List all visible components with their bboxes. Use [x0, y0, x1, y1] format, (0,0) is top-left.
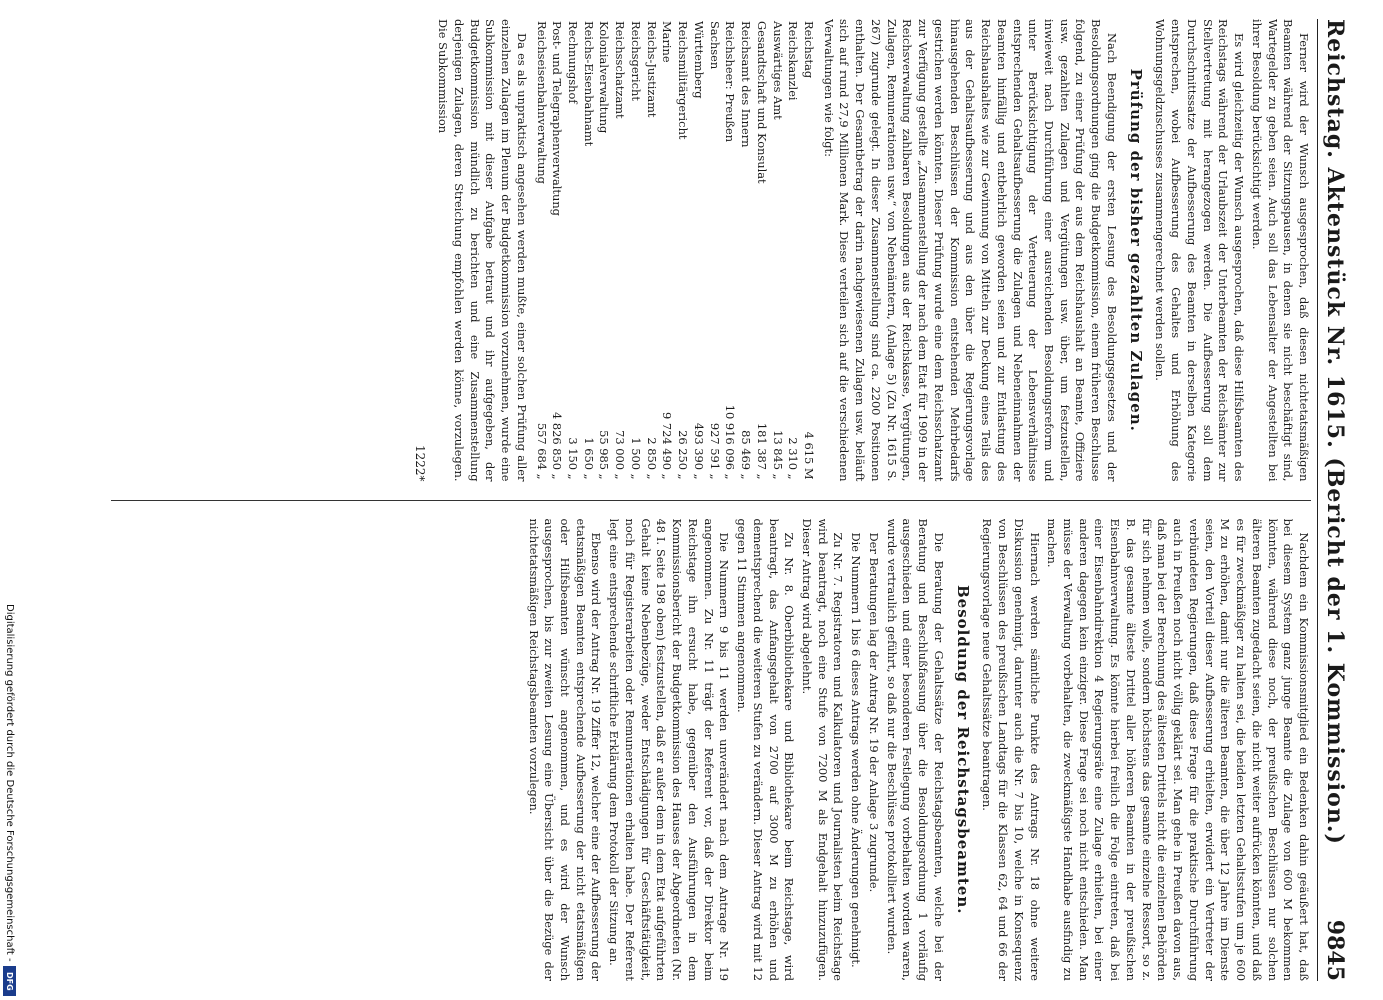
- budget-amount: 13 845 „: [770, 430, 785, 480]
- document-page: [20, 0, 1383, 1000]
- budget-row: [737, 19, 753, 482]
- paragraph: Ferner wird der Wunsch ausgesprochen, daß diesen nichtetatsmäßigen Beamten während der Sitzungspausen, in denen sie nicht beschäftigt sind, Wartegelder zu geben seien. Auch soll das Lebensalter der Angestellten bei ihrer Besoldung berücksichtigt werden.: [1249, 19, 1311, 482]
- budget-row: [533, 19, 549, 482]
- budget-amount: 85 469 „: [739, 430, 754, 480]
- paragraph: Hiernach werden sämtliche Punkte des Antrags Nr. 18 ohne weitere Diskussion genehmigt, darunter auch die Nr. 7 bis 10, welche in Konsequenz von Beschlüssen des preußischen Landtags für die Klassen 62, 64 und 66 der Regierungsvorlage neue Gehaltssätze beantragen.: [980, 518, 1042, 981]
- budget-row: [722, 19, 738, 482]
- budget-row: [706, 19, 722, 482]
- budget-row: [659, 19, 675, 482]
- column-divider: [111, 500, 1311, 501]
- budget-amount: 9 724 490 „: [660, 412, 675, 480]
- budget-amount: 4 826 850 „: [550, 412, 565, 480]
- budget-label: Reichseisenbahnverwaltung: [534, 21, 549, 184]
- budget-table: [533, 19, 816, 482]
- signature-mark: 1222*: [413, 444, 428, 482]
- budget-row: [580, 19, 596, 482]
- budget-label: Reichs-Justizamt: [644, 21, 659, 118]
- text-columns: [111, 19, 1311, 981]
- budget-label: Auswärtiges Amt: [770, 21, 785, 120]
- paragraph: Nach Beendigung der ersten Lesung des Besoldungsgesetzes und der Besoldungsordnungen ging die Budgetkommission, einem früheren Beschlusse folgend, zu einer Prüfung der aus dem Reichshaushalt an Beamte, Offiziere usw. gezahlten Zulagen und Vergütungen usw. über, um festzustellen, inwieweit nach Durchführung einer ausreichenden Besoldungsreform und unter Berücksichtigung der Verteuerung der Lebensverhältnisse entsprechenden Gehaltsaufbesserung die Zulagen und Nebeneinnahmen der Beamten hinfällig und entbehrlich geworden seien und zur Entlastung des Reichshaushaltes wie zur Gewinnung von Mitteln zur Deckung eines Teils des aus der Gehaltsaufbesserung und aus den über die Regierungsvorlage hinausgehenden Beschlüssen der Kommission entstehenden Mehrbedarfs gestrichen werden könnten. Dieser Prüfung wurde eine dem Reichsschatzamt zur Verfügung gestellte „Zusammenstellung der nach dem Etat für 1909 in der Reichsverwaltung zahlbaren Besoldungen aus der Reichskasse, Vergütungen, Zulagen, Remunerationen usw.“ von Nebenämtern, (Anlage 5) (Zu Nr. 1615 S. 267) zugrunde gelegt. In dieser Zusammenstellung sind ca. 2200 Positionen enthalten. Der Gesamtbetrag der darin nachgewiesenen Zulagen usw. beläuft sich auf rund 27,9 Millionen Mark. Diese verteilen sich auf die verschiedenen Verwaltungen wie folgt:: [821, 19, 1119, 482]
- budget-row: [596, 19, 612, 482]
- column-right-half: [111, 19, 1311, 482]
- section-heading-reichstagsbeamten: Besoldung der Reichstagsbeamten.: [953, 584, 972, 915]
- section-heading-zulagen: Prüfung der bisher gezahlten Zulagen.: [1126, 68, 1145, 432]
- paragraph: Es wird gleichzeitig der Wunsch ausgesprochen, daß diese Hilfsbeamten des Reichstags während der Urlaubszeit der Unterbeamten der Reichsämter zur Stellvertretung mit herangezogen werden. Die Aufbesserung soll dem Durchschnittssatze der Aufbesserung des Beamten in derselben Kategorie entsprechen, wobei Aufbesserung des Gehaltes und Erhöhung des Wohnungsgeldzuschusses zusammengerechnet werden sollen.: [1153, 19, 1247, 482]
- budget-amount: 181 387 „: [754, 422, 769, 480]
- budget-row: [753, 19, 769, 482]
- budget-label: Rechnungshof: [566, 21, 580, 104]
- budget-amount: 927 591 „: [707, 422, 722, 480]
- budget-row: [690, 19, 706, 482]
- paragraph: Die Nummern 9 bis 11 werden unverändert nach dem Antrage Nr. 19 angenommen. Zu Nr. 11 trägt der Referent vor, daß der Direktor beim Reichstage ihn ersucht habe, gegenüber den Ausführungen in dem Kommissionsbericht der Budgetkommission des Hauses der Abgeordneten (Nr. 48 I. Seite 198 oben) festzustellen, daß er außer dem in dem Etat aufgeführten Gehalt keine Nebenbezüge, weder Entschädigungen für Geschäftstätigkeit, noch für Registerarbeiten oder Remunerationen erhalten habe. Der Referent legt eine entsprechende schriftliche Erklärung dem Protokoll der Sitzung an.: [607, 518, 732, 981]
- rotated-page-content: [68, 5, 1358, 995]
- budget-label: Reichsheer: Preußen: [723, 21, 738, 143]
- paragraph: Ebenso wird der Antrag Nr. 19 Ziffer 12, welcher eine der Aufbesserung der etatsmäßigen Beamten entsprechende Aufbesserung der nicht etatsmäßigen oder Hilfsbeamten wünscht angenommen, und es wird der Wunsch ausgesprochen, bis zur zweiten Lesung eine Übersicht über die Bezüge der nichtetatsmäßigen Reichstagsbeamten vorzulegen.: [526, 518, 604, 981]
- budget-label: Reichsschatzamt: [613, 21, 628, 119]
- budget-row: [800, 19, 816, 482]
- page: [68, 5, 1358, 995]
- paragraph: Zu Nr. 8. Oberbibliothekare und Bibliothekare beim Reichstage, wird beantragt, das Anfangsgehalt von 2700 auf 3000 M zu erhöhen und dementsprechend die weiteren Stufen zu verändern. Dieser Antrag wird mit 12 gegen 11 Stimmen angenommen.: [735, 518, 797, 981]
- budget-row: [549, 19, 565, 482]
- header-title: Reichstag. Aktenstück Nr. 1615. (Bericht der 1. Kommission.): [1322, 19, 1348, 845]
- dfg-logo: DFG: [3, 966, 16, 996]
- page-number: 9845: [1322, 919, 1348, 981]
- budget-label: Reichsgericht: [628, 21, 643, 101]
- budget-label: Sachsen: [707, 21, 722, 70]
- budget-row: [674, 19, 690, 482]
- budget-amount: 10 916 096 „: [723, 404, 738, 480]
- budget-amount: 4 615 M: [802, 431, 817, 480]
- column-left-half: [111, 519, 1311, 982]
- paragraph: Der Beratungen lag der Antrag Nr. 19 der Anlage 3 zugrunde.: [866, 532, 881, 893]
- paragraph: Nachdem ein Kommissionsmitglied ein Bedenken dahin geäußert hat, daß bei diesem System ganz junge Beamte die Zulage von 600 M bekommen könnten, während diese noch, der preußischen Beschlüssen nur solchen älteren Beamten zugedacht seien, die nicht weiter aufrücken könnten, und daß es für zweckmäßiger zu halten sei, die beiden letzten Gehaltsstufen um je 600 M zu erhöhen, damit nur die älteren Beamten, die über 12 Jahre im Dienste seien, den Vorteil dieser Aufbesserung erhielten, erwidert ein Vertreter der verbündeten Regierungen, daß diese Frage für die praktische Durchführung auch in Preußen noch nicht völlig geklärt sei. Man gehe in Preußen davon aus, daß man bei der Berechnung des ältesten Drittels nicht die einzelnen Behörden für sich nehmen wolle, sondern höchstens das gesamte einzelne Ressort, so z. B. das gesamte älteste Drittel aller höheren Beamten in der preußischen Eisenbahnverwaltung. Es könnte hierbei freilich die Folge eintreten, daß bei einer Eisenbahndirektion 4 Regierungsräte eine Zulage erhielten, bei einer anderen dagegen kein einziger. Diese Frage sei noch nicht entschieden. Man müsse der Verwaltung vorbehalten, die zweckmäßigste Handhabe ausfindig zu machen.: [1045, 518, 1311, 981]
- budget-amount: 2 850 „: [644, 437, 659, 480]
- budget-amount: 1 500 „: [628, 437, 643, 480]
- budget-amount: 26 250 „: [676, 430, 691, 480]
- budget-row: [785, 19, 801, 482]
- budget-amount: 73 000 „: [613, 430, 628, 480]
- paragraph: Zu Nr. 7. Registratoren und Kalkulatoren und Journalisten beim Reichstage wird beantragt, noch eine Stufe von 7200 M als Endgehalt hinzuzufügen. Dieser Antrag wird abgelehnt.: [800, 518, 846, 981]
- budget-label: Reichskanzlei: [786, 21, 801, 101]
- budget-amount: 2 310 „: [786, 437, 801, 480]
- budget-label: Reichsamt des Innern: [739, 21, 754, 148]
- budget-amount: 55 985 „: [597, 430, 612, 480]
- budget-label: Post- und Telegraphenverwaltung: [550, 21, 565, 216]
- budget-amount: 1 650 „: [581, 437, 596, 480]
- budget-amount: 3 150 „: [566, 437, 580, 480]
- budget-label: Gesandtschaft und Konsulat: [754, 21, 769, 184]
- budget-row: [611, 19, 627, 482]
- paragraph: Die Beratung der Gehaltssätze der Reichstagsbeamten, welche bei der Beratung und Beschlußfassung über die Besoldungsordnung 1 vorläufig ausgeschieden und einer besonderen Festlegung vorbehalten worden waren, wurde vertraulich geführt, so daß nur die Beschlüsse protokolliert wurden.: [884, 518, 946, 981]
- budget-row: [627, 19, 643, 482]
- budget-amount: 557 684 „: [534, 422, 549, 480]
- budget-label: Kolonialverwaltung: [597, 21, 612, 134]
- credit-text: Digitalisierung gefördert durch die Deutsche Forschungsgemeinschaft -: [4, 604, 15, 962]
- budget-label: Reichsmilitärgericht: [676, 21, 691, 140]
- budget-row: [564, 19, 580, 482]
- budget-row: [769, 19, 785, 482]
- budget-amount: 493 390 „: [691, 422, 706, 480]
- page-header: [1317, 19, 1348, 981]
- budget-label: Reichstag: [802, 21, 817, 79]
- budget-row: [643, 19, 659, 482]
- digitization-credit: [1, 0, 17, 1000]
- paragraph: Die Nummern 1 bis 6 dieses Antrags werden ohne Änderungen genehmigt.: [849, 532, 864, 968]
- budget-label: Württemberg: [691, 21, 706, 99]
- budget-label: Marine: [660, 21, 675, 63]
- paragraph: Da es als unpraktisch angesehen werden mußte, einer solchen Prüfung aller einzelnen Zulagen im Plenum der Budgetkommission vorzunehmen, wurde eine Subkommission mit dieser Aufgabe betraut und ihr aufgegeben, der Budgetkommission mündlich zu berichten und eine Zusammenstellung derjenigen Zulagen, deren Streichung empfohlen werden könne, vorzulegen. Die Subkommission: [436, 19, 529, 482]
- budget-label: Reichs-Eisenbahnamt: [581, 21, 596, 147]
